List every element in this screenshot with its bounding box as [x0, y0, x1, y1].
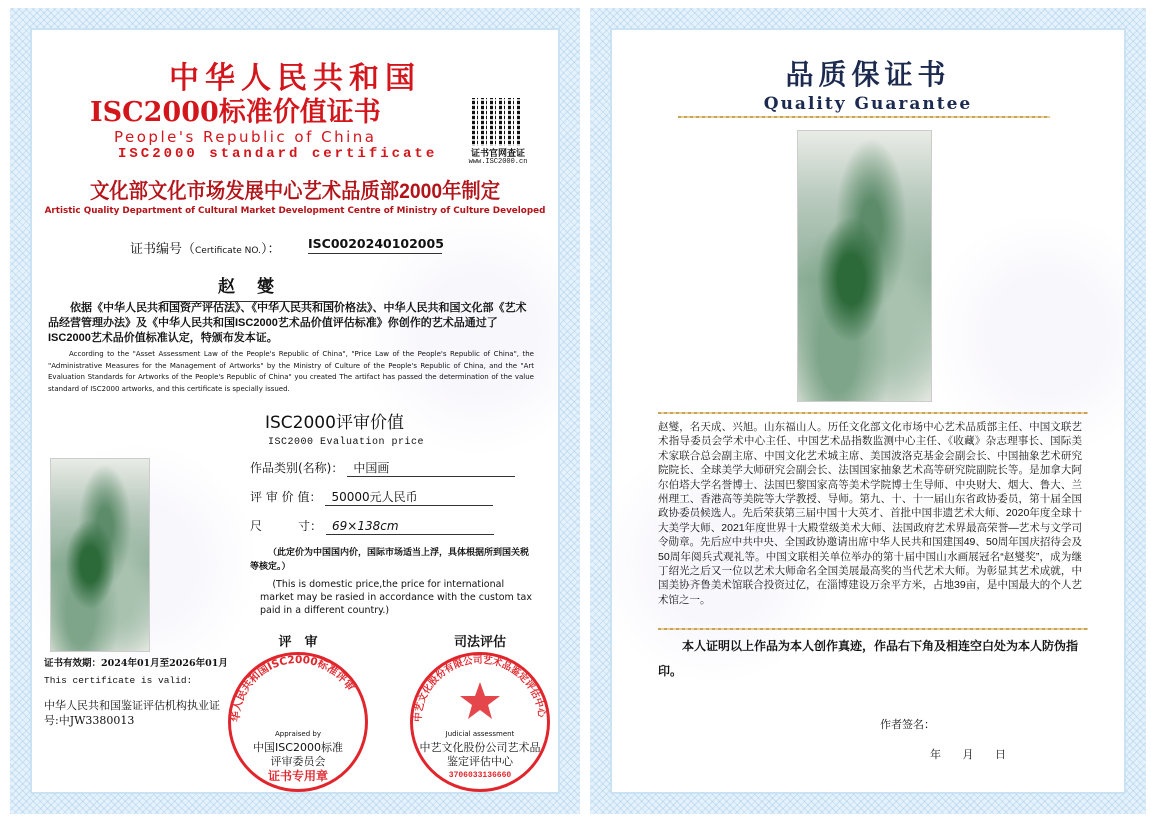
isc2000-certificate — [10, 8, 580, 814]
field-value: 50000元人民币 — [325, 489, 493, 506]
review-stamp — [228, 652, 368, 792]
field-label: 尺 寸： — [250, 519, 323, 533]
field-value: 中国画 — [347, 460, 515, 477]
field-label: 作品类别(名称)： — [250, 461, 344, 475]
artwork-image — [797, 130, 932, 402]
title-en-1: People's Republic of China — [114, 128, 377, 146]
stamp-ring-path-text: 中艺文化股份有限公司艺术品鉴定评估中心 — [412, 654, 547, 723]
guarantee-title-en: Quality Guarantee — [763, 94, 973, 114]
cert-no-value: ISC0020240102005 — [308, 236, 442, 254]
title-cn: 中华人民共和国 — [169, 61, 421, 96]
validity-en: This certificate is valid: — [44, 675, 193, 686]
judicial-stamp — [410, 652, 550, 792]
judicial-label: 司法评估 — [453, 635, 506, 650]
cert-no-label — [130, 238, 280, 257]
stamp-bottom-text: 证书专用章 — [267, 769, 328, 783]
cert-no-label-cn: 证书编号（ — [130, 242, 196, 257]
field-size — [250, 518, 494, 535]
signature-label: 作者签名： — [880, 718, 935, 731]
price-note-en: (This is domestic price,the price for international market may be rasied in accordance with the custom tax paid in a different country.) — [260, 579, 532, 616]
stamp-ring-text — [229, 654, 358, 722]
stamp-cn-1: 中国ISC2000标准 — [253, 741, 343, 754]
stamp-number: 3706033136660 — [448, 771, 512, 780]
gold-divider — [658, 412, 1088, 414]
license-number: 中华人民共和国鉴证评估机构执业证号:中JW3380013 — [44, 699, 220, 727]
stamp-en: Appraised by — [275, 730, 321, 738]
artwork-thumbnail — [50, 458, 150, 652]
field-price — [250, 489, 493, 506]
stamp-en: Judicial assessment — [445, 730, 515, 738]
artist-biography: 赵燮，名天成、兴旭。山东福山人。历任文化部文化市场中心艺术品质部主任、中国文联艺术指导委员会学术中心主任、中国艺术品指数监测中心主任、《收藏》杂志理事长、国际美术家联合总会副主席、中国文化艺术城主席、美国波洛克基金会副会长、中国抽象艺术研究院院长、全球美学大师研究会副会长、法国国家抽象艺术高等研究院副院长等。是加拿大阿尔伯塔大学名誉博士、法国巴黎国家高等美术学院博士生导师、中央财大、烟大、鲁大、兰州理工、香港高等美院等大学教授、导师。第九、十、十一届山东省政协委员，第十届全国政协委员候选人。先后荣获第三届中国十大英才、首批中国非遗艺术大师、2020年度全球十大美学大师、2021年度世界十大殿堂级美术大师、法国政府艺术界最高荣誉—艺术与文学司令勋章。先后应中共中央、全国政协邀请出席中华人民共和国建国49、50周年国庆招待会及50周年阅兵式观礼等。中国文联相关单位举办的第十届中国山水画展冠名“赵燮奖”，成为继丁绍光之后又一位以艺术大师命名全国美展最高奖的当代艺术大师。为彰显其艺术成就，中国美协齐鲁美术馆联合投资过亿，在淄博建设万余平方米，占地39亩，是中国最大的个人艺术馆之一。 — [658, 421, 1082, 606]
star-icon — [460, 682, 500, 719]
stamp-ring-path-text: 华人民共和国ISC2000标准评审 — [229, 653, 357, 723]
title-en-2: ISC2000 standard certificate — [118, 146, 438, 162]
evaluation-title-en: ISC2000 Evaluation price — [268, 437, 425, 448]
qr-code — [472, 98, 520, 146]
date-label: 年 月 日 — [930, 748, 1006, 761]
field-value: 69×138cm — [326, 518, 494, 535]
review-label: 评 审 — [278, 635, 318, 650]
field-category — [250, 460, 515, 477]
qr-label: 证书官网查证 — [470, 149, 525, 159]
qr-url: www.ISC2000.cn — [468, 158, 528, 166]
stamp-cn-1: 中艺文化股份公司艺术品 — [419, 741, 541, 754]
validity-cn: 证书有效期：2024年01月至2026年01月 — [44, 658, 228, 669]
cert-no-label-en: Certificate NO. — [195, 246, 261, 256]
gold-divider — [678, 116, 1050, 118]
issuer-cn: 文化部文化市场发展中心艺术品质部2000年制定 — [89, 180, 501, 203]
evaluation-title: ISC2000评审价值 — [265, 413, 404, 433]
subtitle-cn: ISC2000标准价值证书 — [90, 97, 381, 128]
artist-name: 赵 燮 — [162, 272, 338, 302]
stamp-cn-2: 评审委员会 — [270, 755, 326, 768]
price-note-cn: （此定价为中国国内价，国际市场适当上浮，具体根据所到国关税等核定。） — [250, 548, 530, 572]
guarantee-title-cn: 品质保证书 — [785, 58, 951, 91]
gold-divider — [658, 628, 1088, 630]
issuer-en: Artistic Quality Department of Cultural Market Development Centre of Ministry of Culture Developed — [44, 206, 546, 216]
authenticity-declaration: 本人证明以上作品为本人创作真迹，作品右下角及相连空白处为本人防伪指印。 — [658, 639, 1079, 678]
statement-cn: 依据《中华人民共和国资产评估法》、《中华人民共和国价格法》、中华人民共和国文化部《艺术品经营管理办法》及《中华人民共和国ISC2000艺术品价值评估标准》你创作的艺术品通过了ISC2000艺术品价值标准认定，特颁布发本证。 — [48, 302, 527, 344]
statement-en: According to the "Asset Assessment Law of the People's Republic of China", "Price Law of the People's Republic of China", the "Administrative Measures for the Management of Artworks" by the Ministry of Culture of the People's Republic of China, and the "Art Evaluation Standards for Artworks of the People's Republic of China" you created The artifact has passed the determination of the value standard of ISC2000 artworks, and this certificate is specially issued. — [48, 350, 534, 393]
stamp-cn-2: 鉴定评估中心 — [447, 755, 513, 768]
field-label: 评 审 价 值： — [250, 490, 322, 504]
cert-no-label-end: ）： — [260, 242, 281, 257]
quality-guarantee — [590, 8, 1146, 814]
